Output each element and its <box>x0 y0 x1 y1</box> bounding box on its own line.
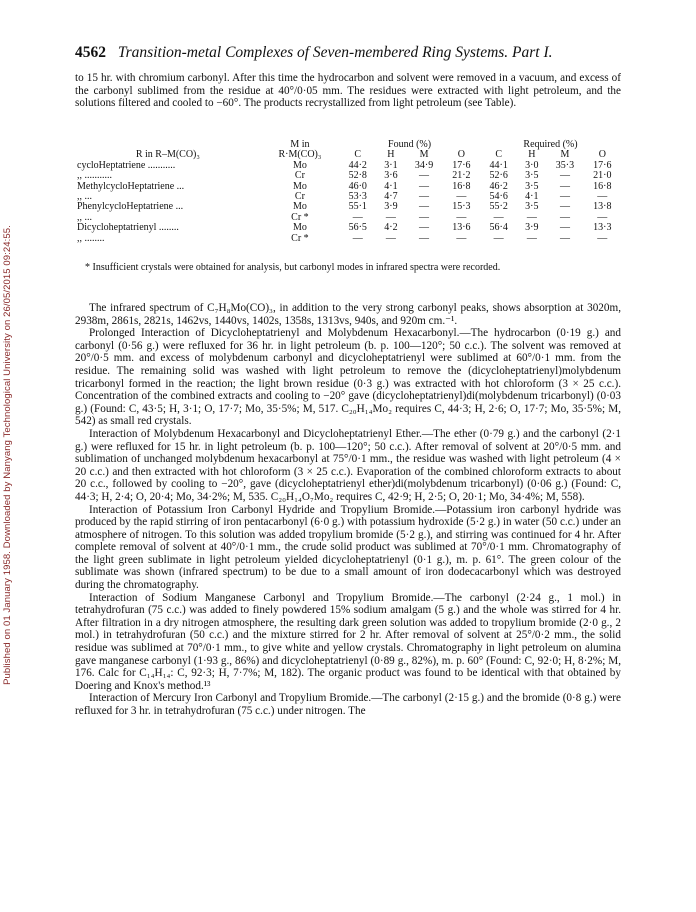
analysis-table <box>75 140 621 244</box>
table-cell: 55·1 <box>348 201 367 213</box>
table-cell: — <box>352 211 363 223</box>
page-number: 4562 <box>75 44 106 61</box>
table-cell: 13·8 <box>593 201 612 213</box>
intro-paragraph <box>75 72 621 110</box>
paragraph: Interaction of Sodium Manganese Carbonyl and Tropylium Bromide.—The carbonyl (2·24 g., 1 mol.) in tetrahydrofuran (75 c.c.) was added to finely powdered 15% sodium amalgam (5 g.) and the whole was stirred for 4 hr. After filtration in a dry nitrogen atmosphere, the resulting dark green solution was added to tropylium bromide (2·0 g., 2 mol.) in tetrahydrofuran (50 c.c.) and the mixture stirred for 2 hr. After removal of solvent at 25°/0·2 mm., the solid residue was sublimed at 70°/0·1 mm., to give white and yellow crystals. Chromatography in light petroleum on alumina gave manganese carbonyl (1·93 g., 86%) and dicycloheptatrienyl (0·89 g., 82%), m. p. 60° (Found: C, 92·0; H, 8·2%; M, 176. Calc for C₁₄H₁₄: C, 92·3; H, 7·7%; M, 182). The organic product was found to be identical with that obtained by Doering and Knox's method.¹³ <box>75 591 621 692</box>
table-cell: 52·8 <box>348 170 367 182</box>
table-cell: 54·6 <box>489 191 508 203</box>
table-cell-m: Mo <box>292 222 307 234</box>
table-cell: — <box>456 191 467 203</box>
table-cell-m: Cr * <box>291 211 309 223</box>
table-cell: — <box>526 211 537 223</box>
running-head <box>75 44 621 62</box>
paragraph: to 15 hr. with chromium carbonyl. After this time the hydrocarbon and solvent were removed in a vacuum, and excess of the carbonyl sublimed from the residue at 40°/0·05 mm. The residues were extracted with light petroleum, and the solutions filtered and cooled to −60°. The products recrystallized from light petroleum (see Table). <box>75 72 621 110</box>
table-cell-r: ,, ........ <box>77 232 105 244</box>
table-row <box>75 234 621 244</box>
table-cell-m: Mo <box>292 180 307 192</box>
table-cell: — <box>597 232 608 244</box>
table-cell: — <box>385 232 396 244</box>
table-header-cell: O <box>457 149 465 161</box>
table-cell-m: Mo <box>292 201 307 213</box>
table-cell: 4·1 <box>525 191 539 203</box>
table-header-cell: C <box>495 149 502 161</box>
table-cell: — <box>559 222 570 234</box>
table-cell: 21·2 <box>452 170 471 182</box>
table-header-found: Found (%) <box>388 139 432 150</box>
paragraph: Interaction of Molybdenum Hexacarbonyl and Dicycloheptatrienyl Ether.—The ether (0·79 g.) and the carbonyl (2·1 g.) were refluxed for 15 hr. in light petroleum (b. p. 100—120°; 50 c.c.). After removal of solvent at 20°/0·5 mm. and sublimation of unchanged molybdenum hexacarbonyl at 75°/0·1 mm., the residue was washed with light petroleum (4 × 20 c.c.) and then extracted with hot chloroform (3 × 25 c.c.). Evaporation of the combined chloroform extracts to about 20 c.c., followed by cooling to −20°, gave (dicycloheptatrienyl ether)di(molybdenum tricarbonyl) (0·06 g.) (Found: C, 44·3; H, 2·4; O, 20·4; Mo, 34·2%; M, 535. C₂₀H₁₄O₇Mo₂ requires C, 42·9; H, 2·5; O, 20·1; Mo, 34·4%; M, 558). <box>75 427 621 503</box>
table-cell: 4·2 <box>384 222 398 234</box>
table-cell: — <box>559 232 570 244</box>
table-cell: 17·6 <box>452 159 471 171</box>
table-cell: 3·5 <box>525 201 539 213</box>
table-cell: — <box>419 201 430 213</box>
table-row <box>75 202 621 212</box>
table-cell: 46·0 <box>348 180 367 192</box>
table-cell: 3·1 <box>384 159 398 171</box>
table-cell: 3·0 <box>525 159 539 171</box>
table-cell: 17·6 <box>593 159 612 171</box>
table-cell: — <box>419 191 430 203</box>
table-cell: 56·4 <box>489 222 508 234</box>
table-cell-m: Mo <box>292 159 307 171</box>
table-cell: — <box>419 232 430 244</box>
table-header-cell: M <box>419 149 429 161</box>
paragraph: Interaction of Mercury Iron Carbonyl and Tropylium Bromide.—The carbonyl (2·15 g.) and the bromide (0·8 g.) were refluxed for 3 hr. in tetrahydrofuran (75 c.c.) under nitrogen. The <box>75 692 621 717</box>
table-cell: — <box>526 232 537 244</box>
table-cell: — <box>419 222 430 234</box>
table-header-cell: C <box>354 149 362 161</box>
table-cell: — <box>419 180 430 192</box>
table-cell: — <box>493 232 504 244</box>
table-cell: 56·5 <box>348 222 367 234</box>
table-cell: 53·3 <box>348 191 367 203</box>
table-header-r: R in R–M(CO)₃ <box>135 149 200 161</box>
table-cell-r: Dicycloheptatrienyl ........ <box>77 222 179 234</box>
table-cell-r: ,, ... <box>77 191 92 203</box>
table-header-cell: H <box>387 149 395 161</box>
table-row <box>75 182 621 192</box>
table-cell: 55·2 <box>489 201 508 213</box>
table-header-m-line2: R·M(CO)₃ <box>278 149 322 161</box>
table-cell-m: Cr <box>294 191 305 203</box>
table-row <box>75 223 621 233</box>
table-cell-r: ,, ... <box>77 211 92 223</box>
table-cell: 3·5 <box>525 170 539 182</box>
table-body <box>75 161 621 244</box>
table-cell: 3·9 <box>384 201 398 213</box>
table-header-m-line1: M in <box>290 139 310 150</box>
table-cell: — <box>456 232 467 244</box>
table-cell: 21·0 <box>593 170 612 182</box>
sidebar-download-notice <box>2 40 16 870</box>
table-cell: — <box>597 211 608 223</box>
table-header-required: Required (%) <box>523 139 578 150</box>
table-cell: 44·2 <box>348 159 367 171</box>
table-footnote <box>75 262 621 273</box>
table-header-cell: O <box>598 149 606 161</box>
table-cell: — <box>559 201 570 213</box>
table-cell: 3·5 <box>525 180 539 192</box>
table-cell: — <box>456 211 467 223</box>
paragraph: The infrared spectrum of C₇H₈Mo(CO)₃, in addition to the very strong carbonyl peaks, shows absorption at 3020m, 2938m, 2861s, 2821s, 1462vs, 1440vs, 1402s, 1358s, 1313vs, 940s, and 920m cm.⁻¹. <box>75 302 621 327</box>
table-cell-m: Cr <box>294 170 305 182</box>
paragraph: Interaction of Potassium Iron Carbonyl Hydride and Tropylium Bromide.—Potassium iron carbonyl hydride was produced by the rapid stirring of iron pentacarbonyl (6·0 g.) with potassium hydroxide (5·2 g.) in water (50 c.c.) under an atmosphere of nitrogen. To this solution was added tropylium bromide (5·2 g.), and stirring was continued for 4 hr. After complete removal of solvent at 40°/0·1 mm., the crude solid product was sublimed at 70°/0·1 mm. Chromatography of the light green sublimate in light petroleum yielded dicycloheptatrienyl (0·1 g.), m. p. 61°. The green colour of the sublimate was shown (infrared spectrum) to be due to a small amount of iron dodecacarbonyl which was destroyed during the chromatography. <box>75 503 621 592</box>
table-cell: 44·1 <box>489 159 508 171</box>
footnote-text: * Insufficient crystals were obtained for analysis, but carbonyl modes in infrared spectra were recorded. <box>85 262 501 273</box>
table-cell: — <box>419 170 430 182</box>
table-cell-r: PhenylcycloHeptatriene ... <box>77 201 184 213</box>
table-cell: — <box>597 191 608 203</box>
table-cell-r: cycloHeptatriene ........... <box>77 159 176 171</box>
table-cell: 16·8 <box>452 180 471 192</box>
body-text <box>75 302 621 718</box>
table-cell: 13·6 <box>452 222 471 234</box>
table-cell-m: Cr * <box>291 232 309 244</box>
table-cell: — <box>559 211 570 223</box>
table-header-cell: H <box>528 149 536 161</box>
table-cell: 35·3 <box>555 159 575 171</box>
table-cell: 52·6 <box>489 170 508 182</box>
table-cell: — <box>385 211 396 223</box>
table-cell: — <box>493 211 504 223</box>
table-cell: — <box>559 191 570 203</box>
table-cell: 3·6 <box>384 170 398 182</box>
table-cell: — <box>419 211 430 223</box>
table-cell: 34·9 <box>414 159 434 171</box>
table-cell: 16·8 <box>593 180 612 192</box>
paragraph: Prolonged Interaction of Dicycloheptatrienyl and Molybdenum Hexacarbonyl.—The hydrocarbon (0·19 g.) and carbonyl (0·56 g.) were refluxed for 36 hr. in light petroleum (b. p. 100—120°; 50 c.c.). The solvent was removed at 20°/0·5 mm. and excess of molybdenum carbonyl and dicycloheptatrienyl were sublimed at 60°/0·1 mm. from the residue. The remaining solid was washed with light petroleum to remove the (dicycloheptatrienyl)molybdenum tricarbonyl formed in the reaction; the light brown residue (0·3 g.) was extracted with hot chloroform (3 × 25 c.c.). Concentration of the combined extracts and cooling to −20° gave (dicycloheptatrienyl)di(molybdenum tricarbonyl) (0·03 g.) (Found: C, 43·5; H, 3·1; O, 17·7; Mo, 35·5%; M, 517. C₂₀H₁₄Mo₂ requires C, 44·3; H, 2·6; O, 17·7; Mo, 35·5%; M, 542) as small red crystals. <box>75 327 621 428</box>
table-cell: 4·7 <box>384 191 398 203</box>
page-title: Transition-metal Complexes of Seven-membered Ring Systems. Part I. <box>117 44 553 61</box>
table-header-cell: M <box>560 149 570 161</box>
table-row <box>75 161 621 171</box>
table-cell: — <box>559 180 570 192</box>
table-cell: 46·2 <box>489 180 508 192</box>
sidebar-text: Published on 01 January 1958. Downloaded by Nanyang Technological University on 26/05/2015 09:24:55. <box>2 225 13 685</box>
table-cell: — <box>559 170 570 182</box>
table-cell-r: MethylcycloHeptatriene ... <box>77 180 185 192</box>
table-cell-r: ,, ........... <box>77 170 112 182</box>
table-cell: — <box>352 232 363 244</box>
table-cell: 4·1 <box>384 180 398 192</box>
table-cell: 3·9 <box>525 222 539 234</box>
table-cell: 13·3 <box>593 222 612 234</box>
table-cell: 15·3 <box>452 201 471 213</box>
